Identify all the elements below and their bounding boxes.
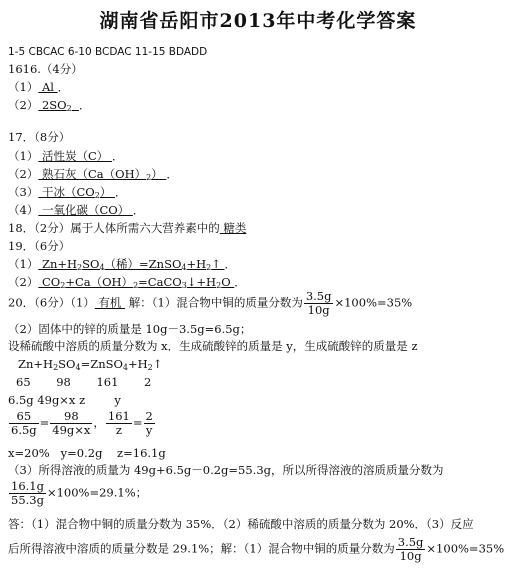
q17-head: 17．（8分） — [8, 130, 71, 144]
fraction: $\frac{16.1g}{55.3g}$ — [11, 479, 44, 507]
fraction: $\frac{2}{y}$ — [145, 409, 153, 437]
fraction: $\frac{3.5g}{10g}$ — [305, 289, 332, 317]
fraction: $\frac{3.5g}{10g}$ — [397, 535, 424, 563]
q20-percent: $\frac{16.1g}{55.3g}$ ×100%=29.1%； — [11, 479, 148, 507]
q19-line1: （1） $Zn+H_2SO_4$（稀）$=ZnSO_4+H_2↑$ ． — [8, 257, 237, 272]
q16-line2: （2） $2SO_2$ ． — [8, 98, 91, 113]
q17-item: （3） 干冰$(CO_2)$ ． — [8, 185, 127, 200]
q20-equation: $Zn+H_2SO_4=ZnSO_4+H_2↑$ — [18, 357, 163, 372]
q20-line1: 20．（6分）（1） 有机 解：（1）混合物中铜的质量分数为 $\frac{3.5g}{10g}$ ×100%=35% — [8, 289, 413, 317]
q20-results: x=20% y=0.2g z=16.1g — [8, 446, 166, 460]
page-title: 湖南省岳阳市2013年中考化学答案 — [99, 10, 417, 32]
fraction: $\frac{161}{z}$ — [107, 409, 130, 437]
q19-line2: （2） $CO_2+Ca(OH)_2=CaCO_3↓+H_2O$ ． — [8, 275, 246, 290]
answer-line1: 答：（1）混合物中铜的质量分数为 35%．（2）稀硫酸中溶质的质量分数为 20%．（3）反应 — [8, 517, 474, 531]
fraction: $\frac{65}{6.5g}$ — [11, 409, 37, 437]
q20-masses: 65 98 161 2 — [16, 375, 152, 389]
q17-item: （2） 熟石灰$(Ca(OH)_2)$ ． — [8, 167, 178, 182]
mc-answers: 1-5 CBCAC 6-10 BCDAC 11-15 BDADD — [8, 46, 208, 58]
q18-line: 18．（2分）属于人体所需六大营养素中的 糖类 — [8, 221, 247, 235]
answer-line2: 后所得溶液中溶质的质量分数是 29.1%；解：（1）混合物中铜的质量分数为 $\frac{3.5g}{10g}$ ×100%=35% — [8, 535, 505, 563]
q20-line2: （2）固体中的锌的质量是 10g－3.5g=6.5g； — [8, 322, 252, 336]
q19-head: 19．（6分） — [8, 239, 71, 253]
q20-line3: 设稀硫酸中溶质的质量分数为 x．生成硫酸锌的质量是 y，生成硫酸锌的质量是 z — [8, 339, 418, 353]
q16-head: 1616.（4分） — [8, 62, 83, 76]
fraction: $\frac{98}{49g\times x}$ — [52, 409, 91, 437]
q16-line1: （1） Al ． — [8, 80, 70, 94]
q20-vars: 6.5g 49g×x z y — [8, 393, 121, 407]
q20-line7: （3）所得溶液的质量为 49g+6.5g－0.2g=55.3g，所以所得溶液的溶质质量分数为 — [8, 463, 444, 477]
q17-item: （1） 活性炭（C） ． — [8, 149, 124, 163]
q17-item: （4） 一氧化碳（CO） ． — [8, 203, 145, 217]
q20-ratio: $\frac{65}{6.5g}$ = $\frac{98}{49g\times x}$ ， $\frac{161}{z}$ = $\frac{2}{y}$ — [11, 409, 153, 437]
